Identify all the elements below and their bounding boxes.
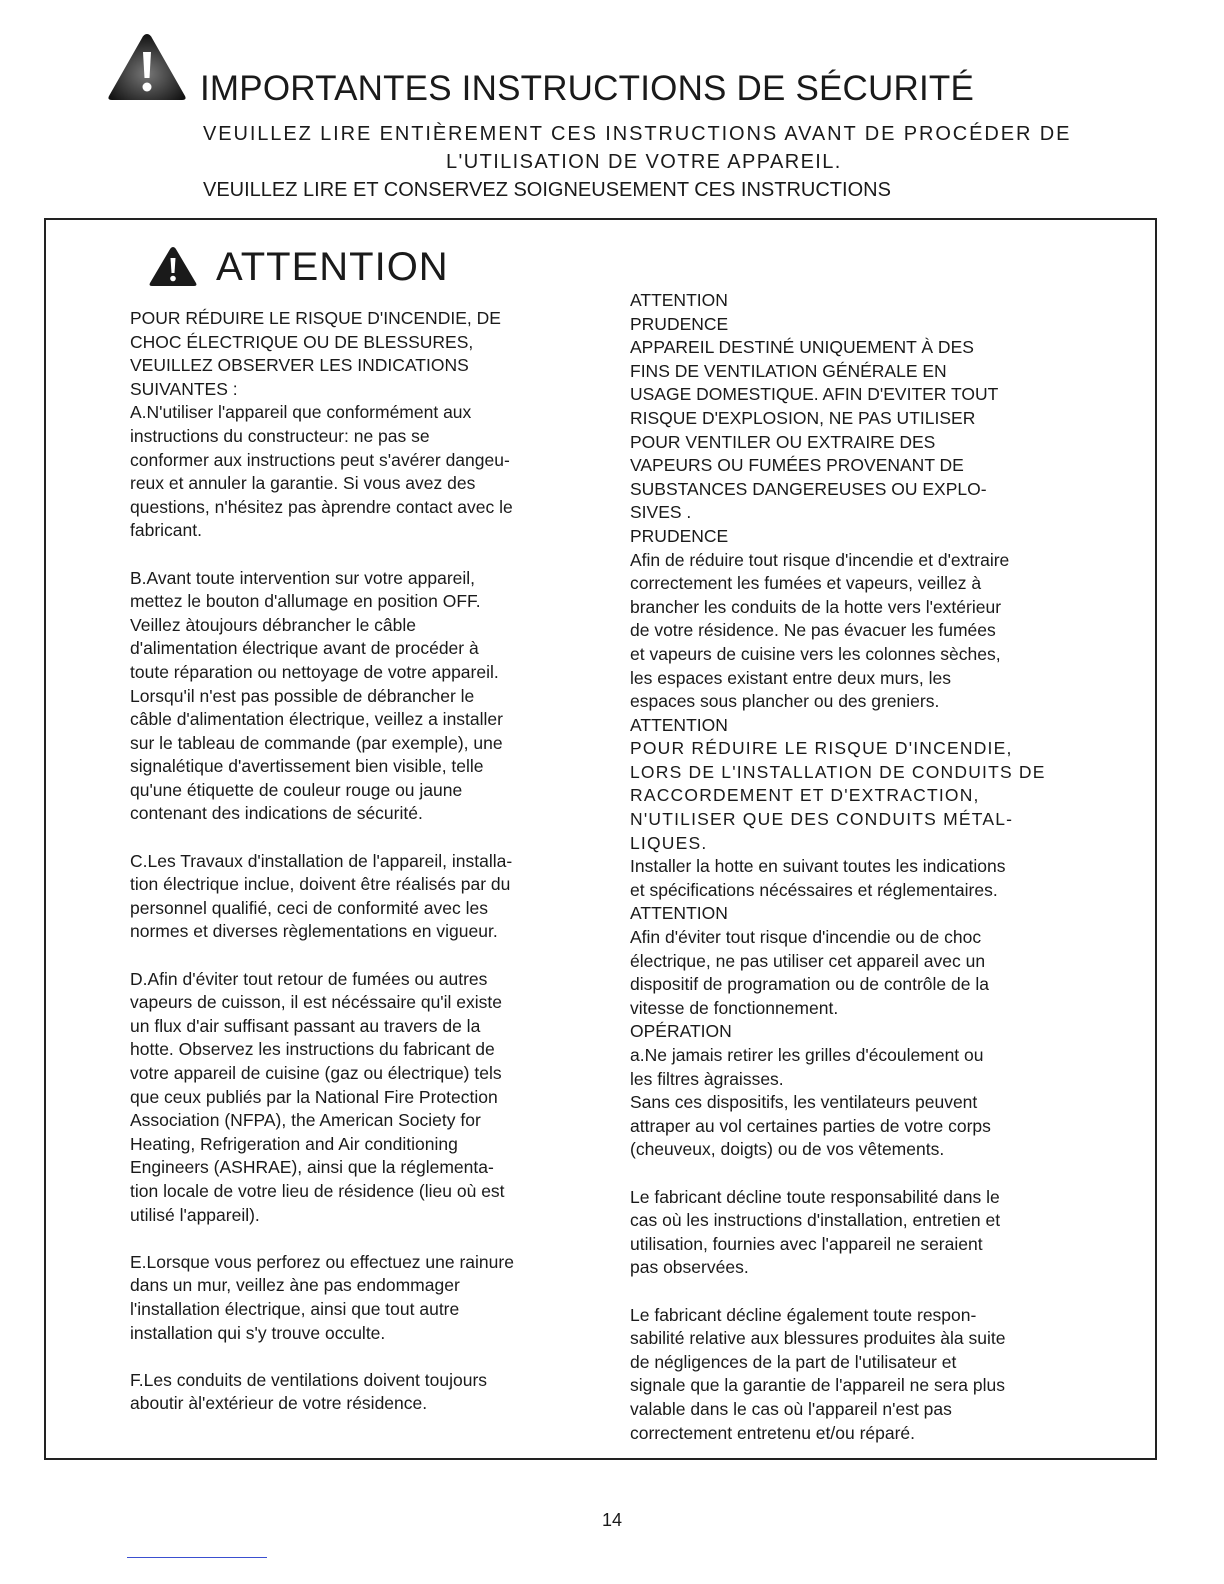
text-line: APPAREIL DESTINÉ UNIQUEMENT À DES (630, 337, 974, 358)
text-line: signalétique d'avertissement bien visible, telle (130, 756, 484, 777)
item-d (130, 968, 570, 1228)
text-line: d'alimentation électrique avant de procéder à (130, 638, 479, 659)
text-line: normes et diverses règlementations en vigueur. (130, 921, 498, 942)
text-line: a.Ne jamais retirer les grilles d'écoulement ou (630, 1045, 984, 1065)
text-line: dispositif de programation ou de contrôle de la (630, 974, 989, 995)
text-line: dans un mur, veillez àne pas endommager (130, 1275, 460, 1296)
text-line: les espaces existant entre deux murs, les (630, 667, 951, 688)
text-line: mettez le bouton d'allumage en position OFF. (130, 591, 481, 612)
text-line: OPÉRATION (630, 1021, 732, 1042)
text-line: valable dans le cas où l'appareil n'est pas (630, 1398, 952, 1419)
text-line: VEUILLEZ OBSERVER LES INDICATIONS (130, 355, 469, 376)
text-line: vitesse de fonctionnement. (630, 997, 839, 1018)
text-line: LORS DE L'INSTALLATION DE CONDUITS DE (630, 761, 1046, 782)
text-line: Installer la hotte en suivant toutes les indications (630, 856, 1006, 877)
text-line: ATTENTION (630, 903, 728, 924)
text-line: LIQUES. (630, 832, 708, 853)
page-title: IMPORTANTES INSTRUCTIONS DE SÉCURITÉ (200, 69, 975, 108)
footer-rule (127, 1557, 267, 1558)
text-line: Association (NFPA), the American Society for (130, 1110, 481, 1131)
text-line: personnel qualifié, ceci de conformité avec les (130, 897, 488, 918)
text-line: utilisation, fournies avec l'appareil ne seraient (630, 1233, 983, 1254)
text-line: SUBSTANCES DANGEREUSES OU EXPLO- (630, 478, 987, 499)
text-line: RISQUE D'EXPLOSION, NE PAS UTILISER (630, 407, 976, 428)
text-line: Sans ces dispositifs, les ventilateurs peuvent (630, 1092, 978, 1113)
subtitle-line-3: VEUILLEZ LIRE ET CONSERVEZ SOIGNEUSEMENT CES INSTRUCTIONS (203, 179, 891, 201)
text-line: POUR VENTILER OU EXTRAIRE DES (630, 431, 936, 452)
text-line: de votre résidence. Ne pas évacuer les fumées (630, 620, 996, 641)
text-line: Heating, Refrigeration and Air conditioning (130, 1133, 458, 1154)
text-line: B.Avant toute intervention sur votre appareil, (130, 567, 476, 588)
text-line: de négligences de la part de l'utilisateur et (630, 1351, 957, 1372)
text-line: fabricant. (130, 520, 202, 541)
text-line: brancher les conduits de la hotte vers l'extérieur (630, 596, 1002, 617)
text-line: instructions du constructeur: ne pas se (130, 425, 430, 446)
warning-triangle-icon (106, 30, 188, 102)
text-line: Engineers (ASHRAE), ainsi que la réglementa- (130, 1157, 494, 1178)
text-line: espaces sous plancher ou des greniers. (630, 691, 940, 712)
text-line: C.Les Travaux d'installation de l'appareil, installa- (130, 850, 513, 871)
text-line: Le fabricant décline également toute respon- (630, 1304, 977, 1325)
text-line: qu'une étiquette de couleur rouge ou jaune (130, 779, 463, 800)
text-line: électrique, ne pas utiliser cet appareil avec un (630, 950, 986, 971)
text-line: SUIVANTES : (130, 378, 238, 399)
text-line: A.N'utiliser l'appareil que conformément aux (130, 402, 472, 423)
metal-duct-warning (630, 737, 1070, 855)
installation-operation-block (630, 855, 1070, 1162)
text-line: cas où les instructions d'installation, entretien et (630, 1210, 1001, 1231)
text-line: ATTENTION (630, 290, 728, 310)
text-line: vapeurs de cuisson, il est nécéssaire qu'il existe (130, 992, 503, 1013)
text-line: hotte. Observez les instructions du fabricant de (130, 1039, 495, 1060)
text-line: tion locale de votre lieu de résidence (lieu où est (130, 1180, 505, 1201)
text-line: PRUDENCE (630, 525, 729, 546)
subtitle-line-1: VEUILLEZ LIRE ENTIÈREMENT CES INSTRUCTIONS AVANT DE PROCÉDER DE (203, 123, 1072, 145)
text-line: un flux d'air suffisant passant au travers de la (130, 1015, 481, 1036)
text-line: D.Afin d'éviter tout retour de fumées ou autres (130, 968, 488, 989)
warning-triangle-icon (148, 245, 198, 287)
text-line: pas observées. (630, 1257, 749, 1278)
text-line: et spécifications nécéssaires et réglementaires. (630, 879, 998, 900)
text-line: PRUDENCE (630, 313, 729, 334)
text-line: Veillez àtoujours débrancher le câble (130, 614, 417, 635)
text-line: Le fabricant décline toute responsabilité dans le (630, 1186, 1000, 1207)
right-column (630, 289, 1070, 1445)
text-line: USAGE DOMESTIQUE. AFIN D'EVITER TOUT (630, 384, 999, 405)
text-line: questions, n'hésitez pas àprendre contact avec le (130, 496, 513, 517)
text-line: tion électrique inclue, doivent être réalisés par du (130, 874, 511, 895)
attention-heading: ATTENTION (216, 245, 449, 289)
text-line: que ceux publiés par la National Fire Protection (130, 1086, 498, 1107)
item-e (130, 1251, 570, 1345)
text-line: contenant des indications de sécurité. (130, 803, 423, 824)
text-line: signale que la garantie de l'appareil ne sera plus (630, 1375, 1005, 1396)
text-line: toute réparation ou nettoyage de votre appareil. (130, 661, 499, 682)
text-line: câble d'alimentation électrique, veillez a installer (130, 709, 503, 730)
text-line: CHOC ÉLECTRIQUE OU DE BLESSURES, (130, 331, 474, 352)
text-line: Afin de réduire tout risque d'incendie et d'extraire (630, 549, 1010, 570)
text-line: l'installation électrique, ainsi que tout autre (130, 1298, 460, 1319)
text-line: et vapeurs de cuisine vers les colonnes sèches, (630, 643, 1001, 664)
text-line: N'UTILISER QUE DES CONDUITS MÉTAL- (630, 809, 1014, 830)
item-f (130, 1369, 570, 1416)
text-line: conformer aux instructions peut s'avérer dangeu- (130, 449, 510, 470)
text-line: RACCORDEMENT ET D'EXTRACTION, (630, 785, 980, 806)
warnings-block (630, 289, 1070, 737)
text-line: utilisé l'appareil). (130, 1204, 260, 1225)
text-line: les filtres àgraisses. (630, 1068, 784, 1089)
liability-block-2 (630, 1304, 1070, 1446)
item-b (130, 567, 570, 827)
text-line: sabilité relative aux blessures produites àla suite (630, 1328, 1006, 1349)
item-c (130, 850, 570, 944)
text-line: F.Les conduits de ventilations doivent toujours (130, 1369, 488, 1390)
text-line: sur le tableau de commande (par exemple), une (130, 732, 503, 753)
text-line: attraper au vol certaines parties de votre corps (630, 1115, 991, 1136)
text-line: Lorsqu'il n'est pas possible de débrancher le (130, 685, 475, 706)
text-line: (cheuveux, doigts) ou de vos vêtements. (630, 1139, 945, 1160)
text-line: correctement entretenu et/ou réparé. (630, 1422, 916, 1443)
item-a (130, 401, 570, 543)
text-line: votre appareil de cuisine (gaz ou électrique) tels (130, 1063, 502, 1083)
text-line: SIVES . (630, 502, 692, 523)
text-line: FINS DE VENTILATION GÉNÉRALE EN (630, 360, 947, 381)
text-line: Afin d'éviter tout risque d'incendie ou de choc (630, 927, 982, 948)
subtitle-line-2: L'UTILISATION DE VOTRE APPAREIL. (446, 151, 842, 173)
left-column (130, 307, 570, 1416)
page-number: 14 (601, 1510, 623, 1530)
text-line: VAPEURS OU FUMÉES PROVENANT DE (630, 455, 964, 476)
text-line: correctement les fumées et vapeurs, veillez à (630, 573, 982, 594)
text-line: POUR RÉDUIRE LE RISQUE D'INCENDIE, (630, 738, 1013, 759)
text-line: ATTENTION (630, 714, 728, 735)
intro-block (130, 307, 570, 401)
text-line: reux et annuler la garantie. Si vous avez des (130, 473, 476, 494)
text-line: POUR RÉDUIRE LE RISQUE D'INCENDIE, DE (130, 308, 501, 328)
text-line: aboutir àl'extérieur de votre résidence. (130, 1393, 428, 1414)
text-line: E.Lorsque vous perforez ou effectuez une rainure (130, 1251, 514, 1272)
liability-block-1 (630, 1186, 1070, 1280)
text-line: installation qui s'y trouve occulte. (130, 1322, 386, 1343)
